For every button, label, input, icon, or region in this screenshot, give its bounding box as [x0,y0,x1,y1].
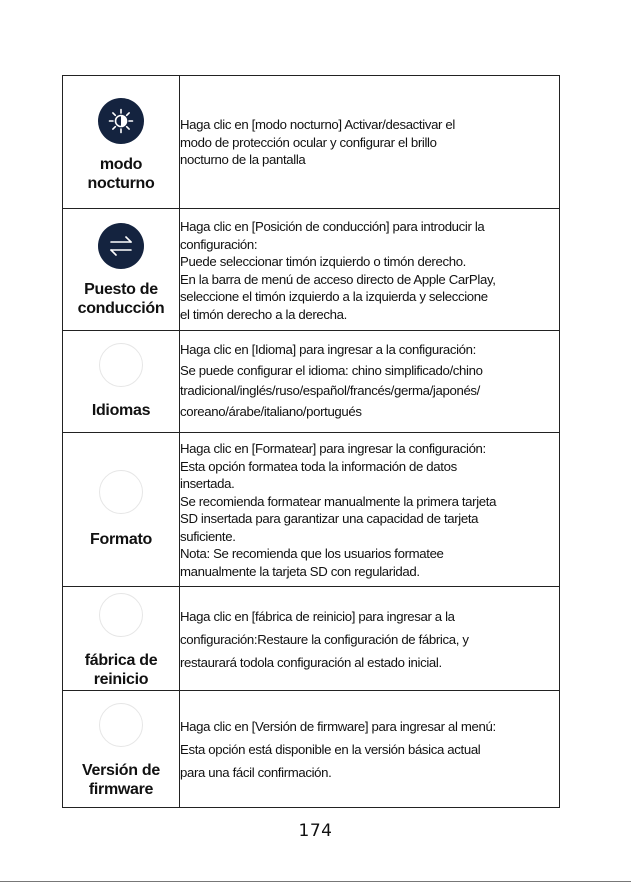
table-row [63,331,560,433]
blank-circle-icon [99,470,143,514]
setting-description: Haga clic en [Versión de firmware] para ingresar al menú: Esta opción está disponible en la versión básica actual para una fácil confirmación. [180,719,496,780]
setting-description: Haga clic en [Idioma] para ingresar a la configuración: Se puede configurar el idioma: chino simplificado/chino tradicional/inglés/ruso/español/francés/germa/japonés/ coreano/árabe/italiano/portugués [180,342,483,419]
table-row [63,76,560,209]
swap-arrows-icon [98,223,144,269]
table-row [63,691,560,808]
setting-description-cell [180,433,560,587]
setting-description-cell [180,691,560,808]
page-number: 174 [298,821,333,841]
setting-name-cell [63,209,180,331]
blank-circle-icon [99,703,143,747]
setting-description: Haga clic en [fábrica de reinicio] para ingresar a la configuración:Restaure la configuración de fábrica, y restaurará todola configuración al estado inicial. [180,609,469,670]
setting-description: Haga clic en [modo nocturno] Activar/desactivar el modo de protección ocular y configurar el brillo nocturno de la pantalla [180,117,455,167]
setting-name-cell [63,76,180,209]
setting-description-cell [180,76,560,209]
setting-name-cell [63,691,180,808]
table-row [63,209,560,331]
setting-label: Formato [90,531,152,548]
table-row [63,433,560,587]
setting-label: Puesto de conducción [77,281,165,317]
setting-description-cell [180,331,560,433]
sun-brightness-icon [98,98,144,144]
blank-circle-icon [99,343,143,387]
setting-label: Idiomas [91,402,151,419]
setting-name-cell [63,331,180,433]
bottom-rule [0,881,631,882]
setting-description-cell [180,587,560,691]
setting-description: Haga clic en [Posición de conducción] para introducir la configuración: Puede seleccionar timón izquierdo o timón derecho. En la barra de menú de acceso directo de Apple CarPlay, seleccione el timón izquierdo a la izquierda y seleccione el timón derecho a la derecha. [180,219,496,322]
settings-table [62,75,560,808]
setting-label: modo nocturno [87,156,155,192]
setting-description: Haga clic en [Formatear] para ingresar la configuración: Esta opción formatea toda la información de datos insertada. Se recomienda formatear manualmente la primera tarjeta SD insertada para garantizar una capacidad de tarjeta suficiente. Nota: Se recomienda que los usuarios formatee manualmente la tarjeta SD con regularidad. [180,441,497,579]
setting-name-cell [63,433,180,587]
setting-name-cell [63,587,180,691]
table-row [63,587,560,691]
setting-label: Versión de firmware [82,762,160,798]
blank-circle-icon [99,593,143,637]
setting-label: fábrica de reinicio [84,652,158,688]
setting-description-cell [180,209,560,331]
